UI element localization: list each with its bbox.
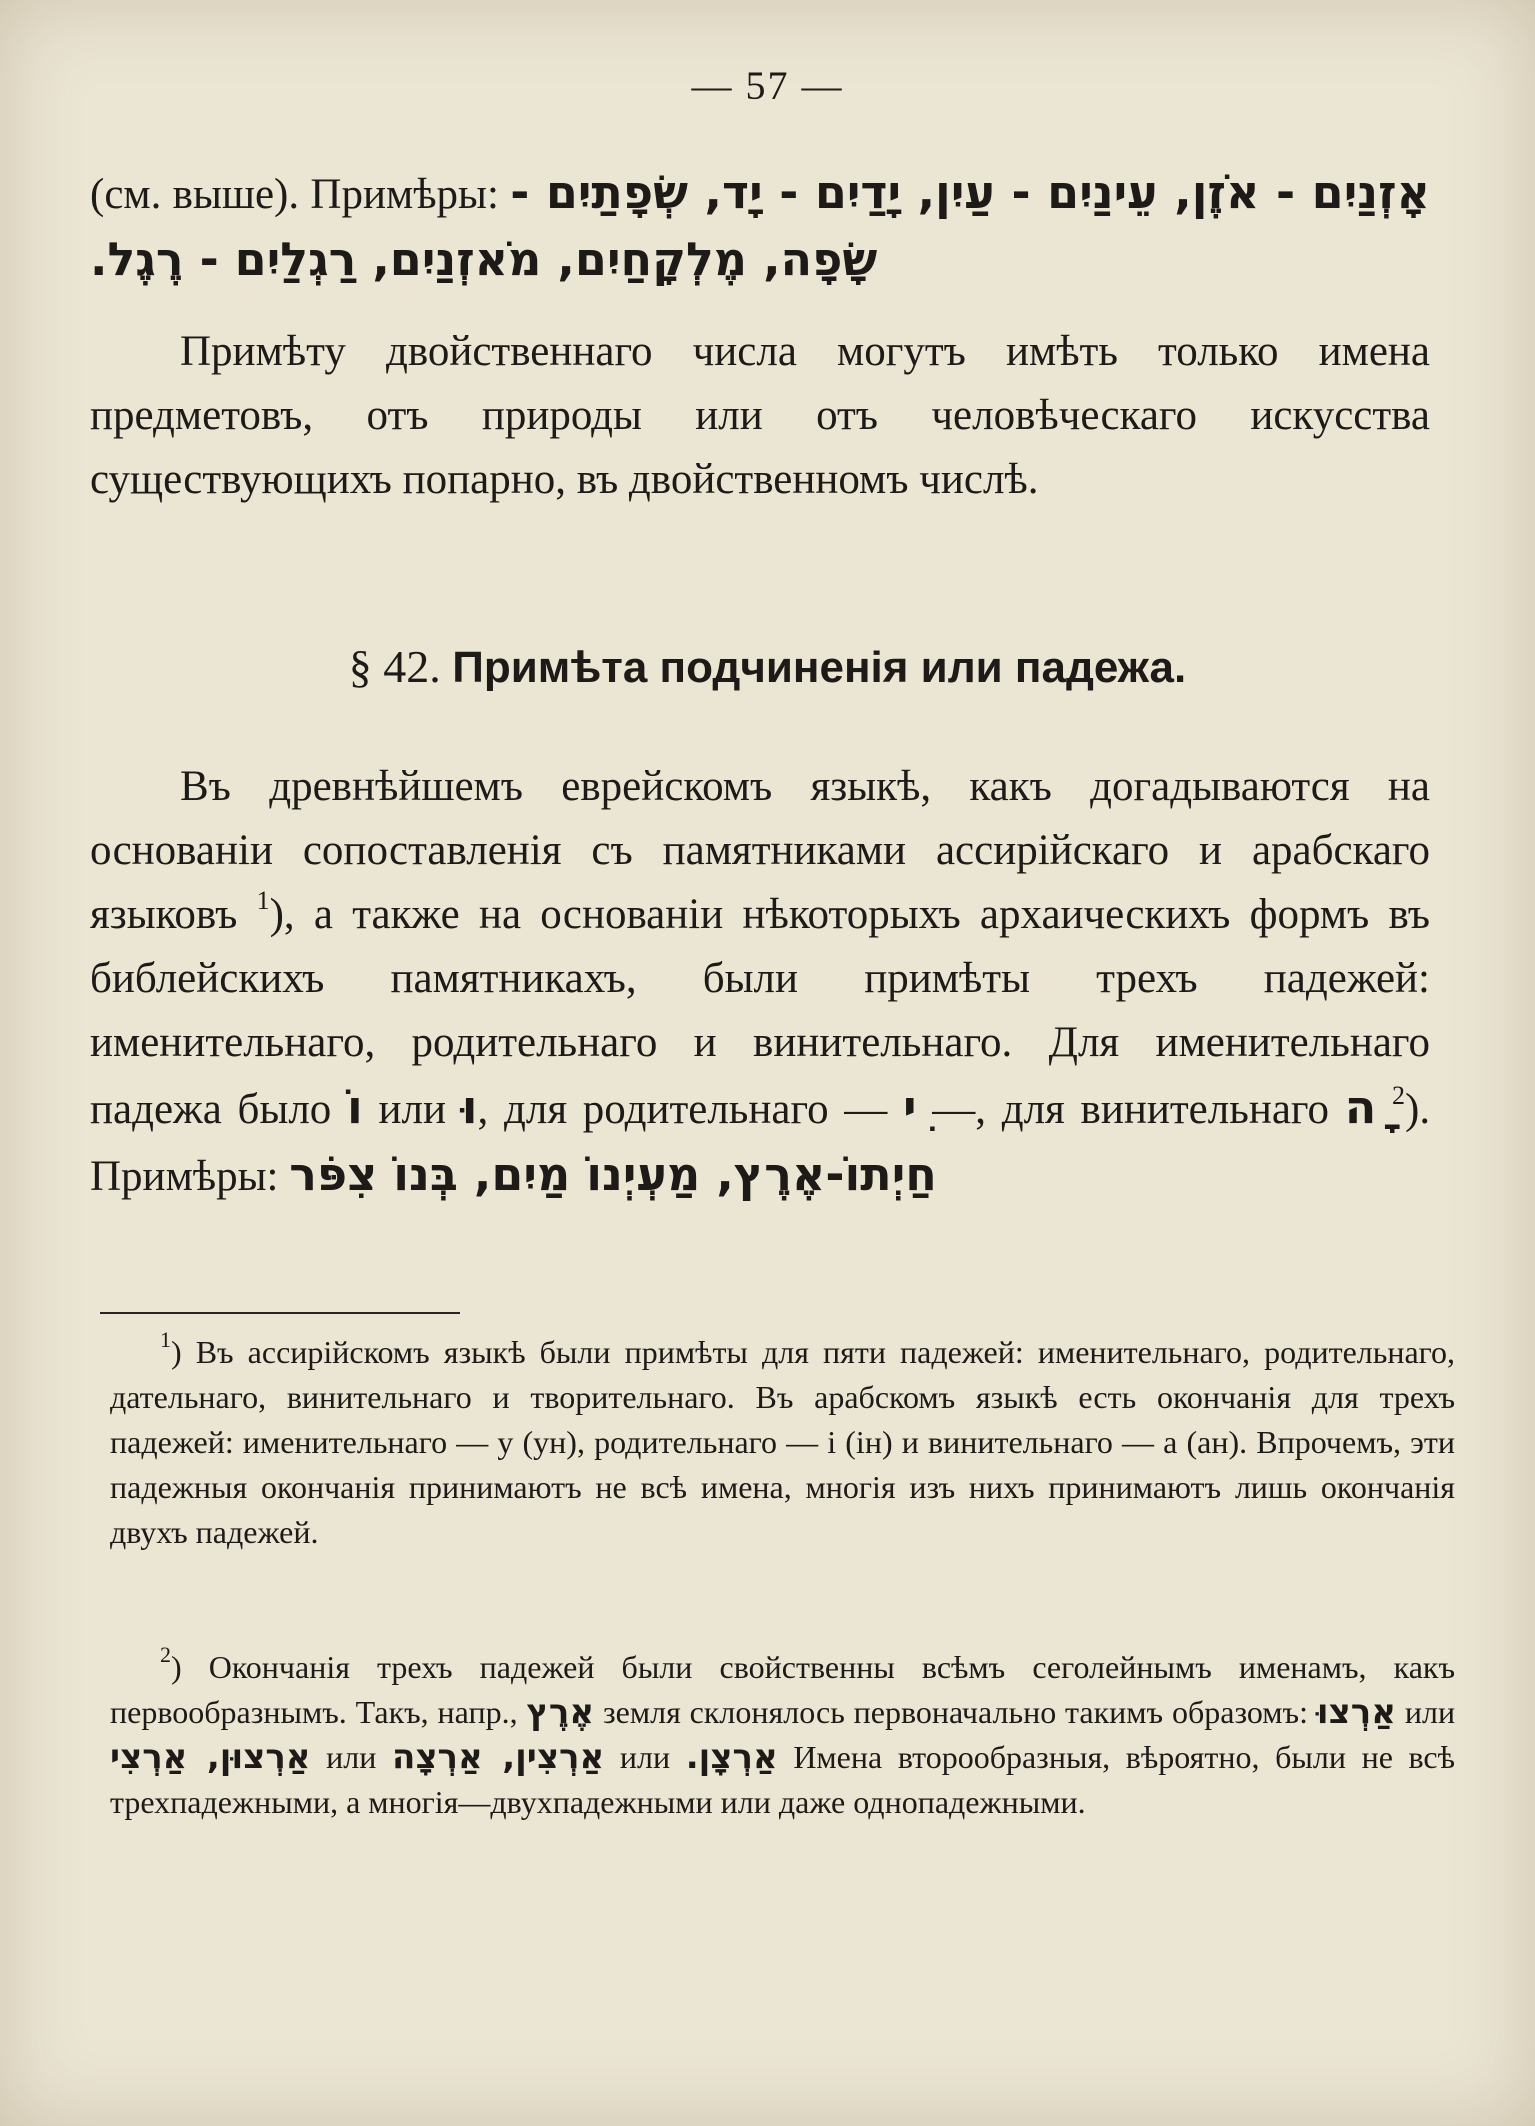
footnote-text: ) Окончанія трехъ падежей были свойственны всѣмъ сеголейнымъ именамъ, какъ первообразнымъ. Такъ, напр., [110, 1649, 1455, 1730]
section-title: Примѣта подчиненія или падежа. [452, 643, 1187, 692]
footnote-text: земля склонялось первоначально такимъ образомъ: [603, 1694, 1308, 1730]
paragraph-text: (см. выше). Примѣры: [90, 171, 499, 218]
paragraph-text: ). Примѣры: [90, 1086, 1431, 1200]
footnote-mark: 2 [160, 1642, 171, 1668]
hebrew-erets: אֶרֶץ [526, 1692, 595, 1732]
footnote-text: или [326, 1739, 377, 1775]
section-number: § 42. [348, 641, 441, 692]
footnote-1 [110, 1327, 1455, 1555]
footnote-text: ) Въ ассирійскомъ языкѣ были примѣты для пяти падежей: именительнаго, родительнаго, дательнаго, винительнаго и творительнаго. Въ арабскомъ языкѣ есть окончанія для трехъ падежей: именительнаго — у (ун), родительнаго — і (ін) и винительнаго — а (ан). Впрочемъ, эти падежныя окончанія принимаютъ не всѣ имена, многія изъ нихъ принимаютъ лишь окончанія двухъ падежей. [110, 1334, 1455, 1550]
hebrew-nominative-ending-2: וּ [461, 1080, 478, 1134]
paragraph-dual-examples [90, 160, 1430, 294]
paragraph-text: Въ древнѣйшемъ еврейскомъ языкѣ, какъ догадываются на основаніи сопоставленія съ памятниками ассирійскаго и арабскаго языковъ [90, 763, 1430, 938]
footnote-ref-1[interactable]: 1 [256, 885, 270, 915]
hebrew-form: אַרְצִין, אַרְצָה [392, 1737, 605, 1777]
paragraph-text: , для родительнаго — [477, 1086, 888, 1133]
paragraph-text: ), а также на основаніи нѣкоторыхъ архаическихъ формъ въ библейскихъ памятникахъ, были примѣты трехъ падежей: именительнаго, родительнаго и винительнаго. Для именительнаго падежа было [90, 891, 1430, 1133]
footnote-text: или [619, 1739, 671, 1775]
footnote-text: или [1404, 1694, 1456, 1730]
footnote-ref-2[interactable]: 2 [1392, 1080, 1406, 1110]
footnote-2 [110, 1642, 1456, 1825]
paragraph-case-markers [90, 755, 1430, 1209]
paragraph-text: —, для винительнаго [932, 1086, 1329, 1133]
hebrew-form: אַרְצוּ [1316, 1692, 1396, 1732]
page-number: — 57 — [691, 63, 844, 108]
section-heading [0, 640, 1535, 693]
paragraph-text: или [378, 1086, 447, 1133]
hebrew-genitive-ending: ִי [903, 1080, 917, 1134]
footnote-divider [100, 1312, 460, 1314]
footnote-mark: 1 [160, 1327, 171, 1353]
hebrew-dual-examples: אָזְנַיִם - אֹזֶן, עֵינַיִם - עַיִן, יָדַיִם - יָד, שְׂפָתַיִם - שָׂפָה, מֶלְקָחַיִם, מֹאזְנַיִם, רַגְלַיִם - רֶגֶל. [90, 165, 1430, 286]
hebrew-form: אַרְצָן. [685, 1737, 778, 1777]
hebrew-nominative-ending-1: וֹ [347, 1080, 363, 1134]
footnote-text: Имена второобразныя, вѣроятно, были не всѣ трехпадежными, а многія—двухпадежными или даже однопадежными. [110, 1739, 1455, 1820]
hebrew-form: אַרְצוּן, אַרְצִי [110, 1737, 311, 1777]
hebrew-case-examples: חַיְתוֹ-אֶרֶץ, מַעְיְנוֹ מַיִם, בְּנוֹ צִפֹּר [289, 1147, 937, 1201]
paragraph-dual-number: Примѣту двойственнаго числа могутъ имѣть только имена предметовъ, отъ природы или отъ человѣческаго искусства существующихъ попарно, въ двойственномъ числѣ. [90, 328, 1430, 503]
hebrew-accusative-ending: ָה [1344, 1080, 1377, 1134]
